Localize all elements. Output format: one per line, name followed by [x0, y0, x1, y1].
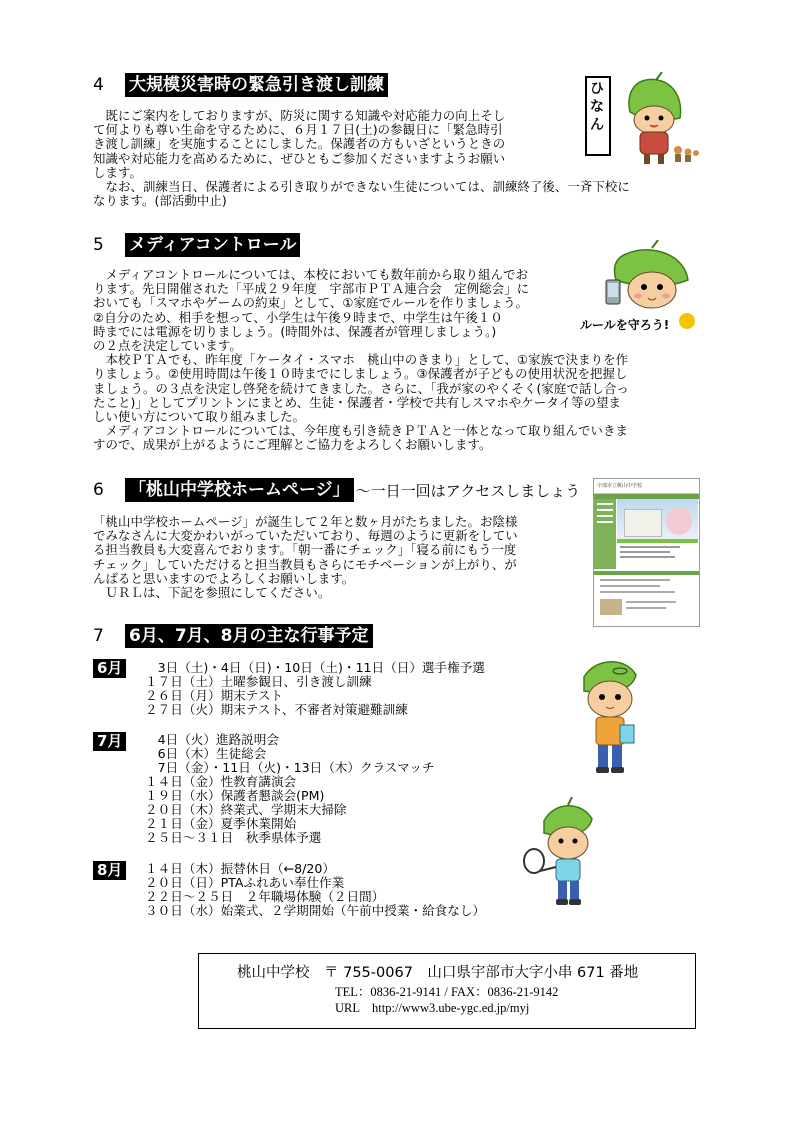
event-item: ２５日～３１日 秋季県体予選 [145, 830, 322, 845]
section-5-body: メディアコントロールについては、本校においても数年前から取り組んでお ります。先日開催された「平成２９年度 宇部市ＰＴＡ連合会 定例総会」に おいても「スマホやゲームの約束」として、①家庭でルールを作りましょう。 ②自分のため、相手を想って、小学生は午後９時まで、中学生は午後１０ 時までには電源を切りましょう。(時間外は、保護者が管理しましょう。) の２点を決定しています。 本校ＰＴＡでも、昨年度「ケータイ・スマホ 桃山中のきまり」として、①家族で決まりを作 りましょう。②使用時間は午後１０時までにしましょう。③保護者が子どもの使用状況を把握し ましょう。の３点を決定し啓発を続けてきました。さらに、「我が家のやくそく(家庭で話し合っ たこと)」としてプリントンにまとめ、生徒・保護者・学校で共有しスマホやケータイ等の望ま しい使い方について取り組みました。 メディアコントロールについては、今年度も引き続きＰＴＡと一体となって取り組んでいきま すので、成果が上がるようにご理解とご協力をよろしくお願いします。 [93, 267, 629, 453]
month-label-july: 7月 [93, 732, 126, 751]
section-title: 6月、7月、8月の主な行事予定 [125, 624, 373, 648]
homepage-screenshot-thumbnail [593, 478, 700, 627]
month-label-june: 6月 [93, 659, 126, 678]
event-item: １４日（木）振替休日（←8/20） [145, 861, 335, 876]
section-4-body: 既にご案内をしておりますが、防災に関する知識や対応能力の向上そし て何よりも尊い生命を守るために、６月１７日(土)の参観日に「緊急時引 き渡し訓練」を実施することにしました。保護者の方もいざというときの 知識や対応能力を高めるために、ぜひともご参加くださいますようお願い します。 なお、訓練当日、保護者による引き取りができない生徒については、訓練終了後、一斉下校に なります。(部活動中止) [93, 108, 630, 209]
event-item: １４日（金）性教育講演会 [145, 774, 297, 789]
section-title: 「桃山中学校ホームページ」 [125, 478, 354, 502]
section-number: 4 [93, 75, 104, 95]
school-url: URL http://www3.ube-ygc.ed.jp/myj [335, 1001, 530, 1015]
event-item: ２１日（金）夏季休業開始 [145, 816, 297, 831]
section-title: 大規模災害時の緊急引き渡し訓練 [125, 73, 388, 97]
phone-mascot-illustration [580, 240, 700, 336]
school-address: 桃山中学校 〒 755-0067 山口県宇部市大字小串 671 番地 [237, 965, 639, 981]
section-number: 7 [93, 626, 104, 646]
tennis-mascot-illustration [522, 797, 604, 907]
section-number: 5 [93, 235, 104, 255]
section-subtitle: ～一日一回はアクセスしましょう [355, 481, 581, 500]
evacuation-mascot-illustration [584, 72, 699, 167]
homepage-title: 宇部市立桃山中学校 [594, 479, 700, 494]
section-4-header [93, 73, 388, 97]
school-contact-box [198, 953, 696, 1029]
event-item: ２０日（日）PTAふれあい奉仕作業 [145, 875, 345, 890]
event-item: ３０日（水）始業式、２学期開始（午前中授業・給食なし） [145, 903, 486, 918]
exclamation-badge-icon [679, 313, 695, 329]
event-item: 6日（木）生徒総会 [145, 746, 267, 761]
section-7-header [93, 624, 373, 648]
rule-caption: ルールを守ろう! [580, 318, 670, 332]
event-item: ２０日（木）終業式、学期末大掃除 [145, 802, 347, 817]
event-item: 4日（火）進路説明会 [145, 732, 279, 747]
event-item: ２２日～２５日 ２年職場体験（２日間） [145, 889, 385, 904]
evacuation-sign-text: ひなん [590, 81, 604, 133]
event-item: １９日（水）保護者懇談会(PM) [145, 788, 325, 803]
event-item: ２７日（火）期末テスト、不審者対策避難訓練 [145, 702, 408, 717]
event-item: 3日（土)・4日（日)・10日（土)・11日（日）選手権予選 [145, 660, 485, 675]
section-title: メディアコントロール [125, 233, 300, 257]
section-5-header [93, 233, 300, 257]
month-label-august: 8月 [93, 861, 126, 880]
event-item: ２６日（月）期末テスト [145, 688, 284, 703]
section-6-header [93, 478, 580, 502]
school-phone-fax: TEL：0836-21-9141 / FAX：0836-21-9142 [335, 985, 559, 999]
event-item: 7日（金）・11日（火)・13日（木）クラスマッチ [145, 760, 435, 775]
section-number: 6 [93, 480, 104, 500]
student-mascot-illustration [570, 655, 645, 777]
section-6-body: 「桃山中学校ホームページ」が誕生して２年と数ヶ月がたちました。お陰様 でみなさんに大変かわいがっていただいており、毎週のように更新をしてい る担当教員も大変喜んでおります。「朝一番にチェック」「寝る前にもう一度 チェック」していただけると担当教員もさらにモチベーションが上がり、が んばると思いますのでよろしくお願いします。 ＵＲＬは、下記を参照にしてください。 [93, 514, 518, 601]
event-item: １７日（土）土曜参観日、引き渡し訓練 [145, 674, 372, 689]
